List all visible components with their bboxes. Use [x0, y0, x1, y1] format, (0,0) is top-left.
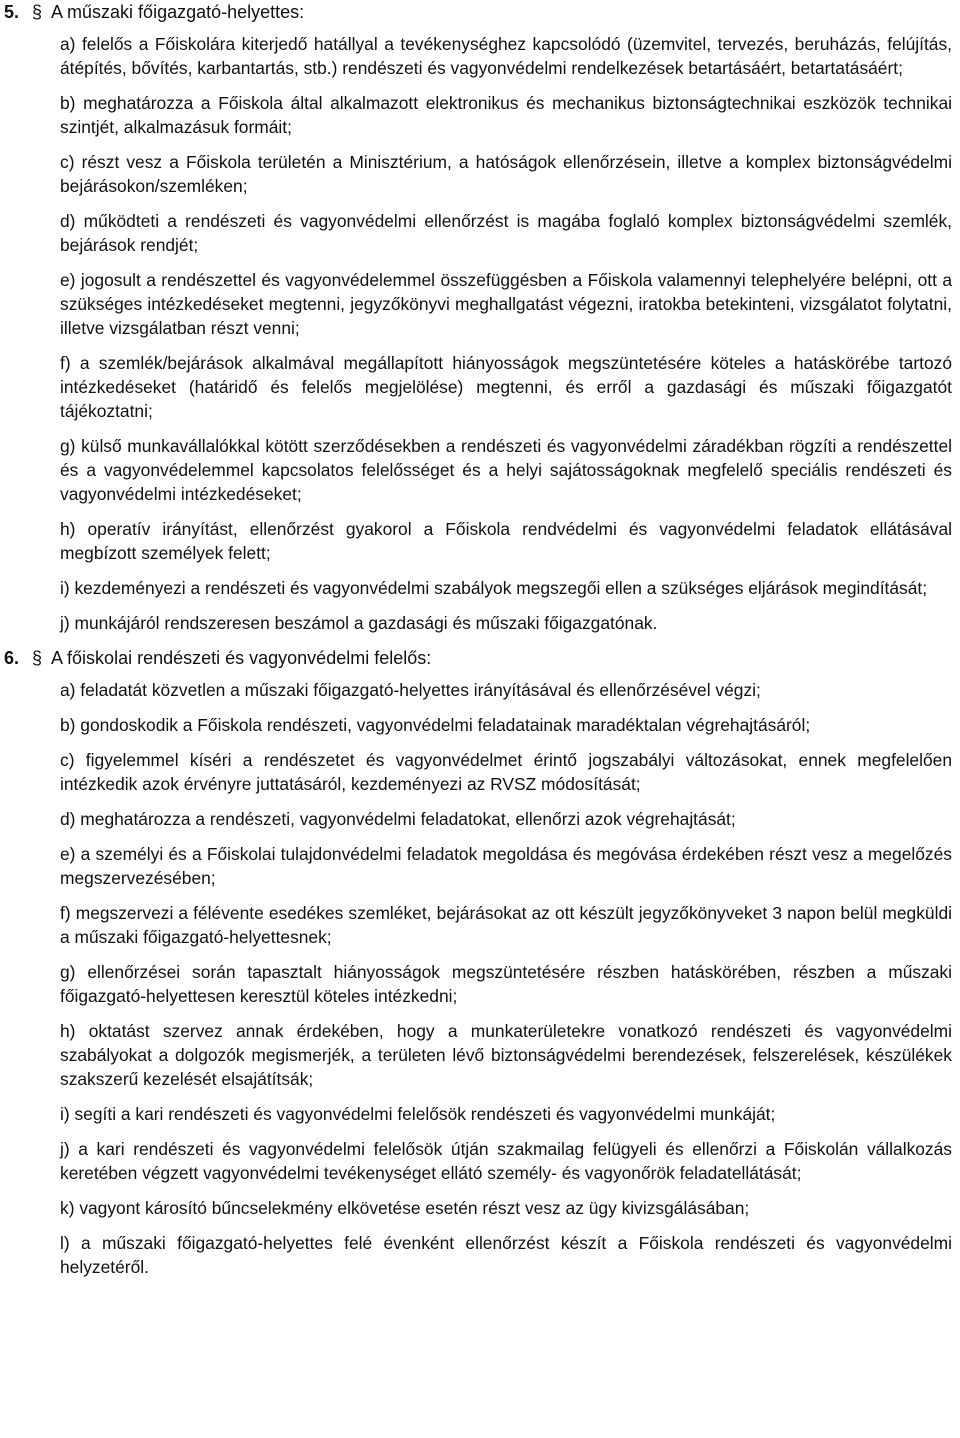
- section-6: [0, 646, 960, 1279]
- list-item: j) munkájáról rendszeresen beszámol a gazdasági és műszaki főigazgatónak.: [60, 613, 658, 633]
- section-number: 6.: [4, 648, 20, 668]
- list-item: d) meghatározza a rendészeti, vagyonvédelmi feladatokat, ellenőrzi azok végrehajtását;: [60, 809, 736, 829]
- list-item: c) figyelemmel kíséri a rendészetet és vagyonvédelmet érintő jogszabályi változásokat, ennek megfelelően intézkedik azok érvényre juttatásáról, kezdeményezi az RVSZ módosítását;: [60, 750, 952, 794]
- list-item: a) feladatát közvetlen a műszaki főigazgató-helyettes irányításával és ellenőrzésével végzi;: [60, 680, 761, 700]
- section-title: A műszaki főigazgató-helyettes:: [51, 2, 305, 22]
- list-item: i) segíti a kari rendészeti és vagyonvédelmi felelősök rendészeti és vagyonvédelmi munkáját;: [60, 1104, 776, 1124]
- list-item: a) felelős a Főiskolára kiterjedő hatállyal a tevékenységhez kapcsolódó (üzemvitel, tervezés, beruházás, felújítás, átépítés, bővítés, karbantartás, stb.) rendészeti és vagyonvédelmi rendelkezések betartásáért, betartatásáért;: [60, 34, 952, 78]
- section-title: A főiskolai rendészeti és vagyonvédelmi felelős:: [51, 648, 432, 668]
- list-item: i) kezdeményezi a rendészeti és vagyonvédelmi szabályok megszegői ellen a szükséges eljárások megindítását;: [60, 578, 928, 598]
- list-item: l) a műszaki főigazgató-helyettes felé évenként ellenőrzést készít a Főiskola rendészeti és vagyonvédelmi helyzetéről.: [60, 1233, 952, 1277]
- list-item: f) a szemlék/bejárások alkalmával megállapított hiányosságok megszüntetésére köteles a hatáskörébe tartozó intézkedéseket (határidő és felelős megjelölése) megtenni, és erről a gazdasági és műszaki főigazgatót tájékoztatni;: [60, 353, 952, 421]
- list-item: c) részt vesz a Főiskola területén a Minisztérium, a hatóságok ellenőrzésein, illetve a komplex biztonságvédelmi bejárásokon/szemléken;: [60, 152, 952, 196]
- list-item: e) a személyi és a Főiskolai tulajdonvédelmi feladatok megoldása és megóvása érdekében részt vesz a megelőzés megszervezésében;: [60, 844, 952, 888]
- list-item: h) operatív irányítást, ellenőrzést gyakorol a Főiskola rendvédelmi és vagyonvédelmi feladatok ellátásával megbízott személyek felett;: [60, 519, 952, 563]
- section-heading: [4, 646, 960, 670]
- list-item: b) meghatározza a Főiskola által alkalmazott elektronikus és mechanikus biztonságtechnikai eszközök technikai szintjét, alkalmazásuk formáit;: [60, 93, 952, 137]
- section-item-list: [0, 32, 960, 635]
- list-item: f) megszervezi a félévente esedékes szemléket, bejárásokat az ott készült jegyzőkönyveket 3 napon belül megküldi a műszaki főigazgató-helyettesnek;: [60, 903, 952, 947]
- list-item: g) külső munkavállalókkal kötött szerződésekben a rendészeti és vagyonvédelmi záradékban rögzíti a rendészettel és a vagyonvédelemmel kapcsolatos felelősséget és a helyi sajátosságoknak megfelelő speciális rendészeti és vagyonvédelmi intézkedéseket;: [60, 436, 952, 504]
- list-item: g) ellenőrzései során tapasztalt hiányosságok megszüntetésére részben hatáskörében, részben a műszaki főigazgató-helyettesen keresztül köteles intézkedni;: [60, 962, 952, 1006]
- list-item: e) jogosult a rendészettel és vagyonvédelemmel összefüggésben a Főiskola valamennyi telephelyére belépni, ott a szükséges intézkedéseket megtenni, jegyzőkönyvi meghallgatást végezni, iratokba betekinteni, vizsgálatot folytatni, illetve vizsgálatban részt venni;: [60, 270, 952, 338]
- list-item: d) működteti a rendészeti és vagyonvédelmi ellenőrzést is magába foglaló komplex biztonságvédelmi szemlék, bejárások rendjét;: [60, 211, 952, 255]
- list-item: b) gondoskodik a Főiskola rendészeti, vagyonvédelmi feladatainak maradéktalan végrehajtásáról;: [60, 715, 811, 735]
- section-number: 5.: [4, 2, 20, 22]
- section-heading: [4, 0, 960, 24]
- section-symbol: §: [32, 2, 43, 22]
- section-item-list: [0, 678, 960, 1279]
- section-symbol: §: [32, 648, 43, 668]
- section-5: [0, 0, 960, 635]
- list-item: k) vagyont károsító bűncselekmény elkövetése esetén részt vesz az ügy kivizsgálásában;: [60, 1198, 750, 1218]
- list-item: j) a kari rendészeti és vagyonvédelmi felelősök útján szakmailag felügyeli és ellenőrzi a Főiskolán vállalkozás keretében végzett vagyonvédelmi tevékenységet ellátó személy- és vagyonőrök feladatellátását;: [60, 1139, 952, 1183]
- list-item: h) oktatást szervez annak érdekében, hogy a munkaterületekre vonatkozó rendészeti és vagyonvédelmi szabályokat a dolgozók megismerjék, a területen lévő biztonságvédelmi berendezések, felszerelések, készülékek szakszerű kezelését elsajátítsák;: [60, 1021, 952, 1089]
